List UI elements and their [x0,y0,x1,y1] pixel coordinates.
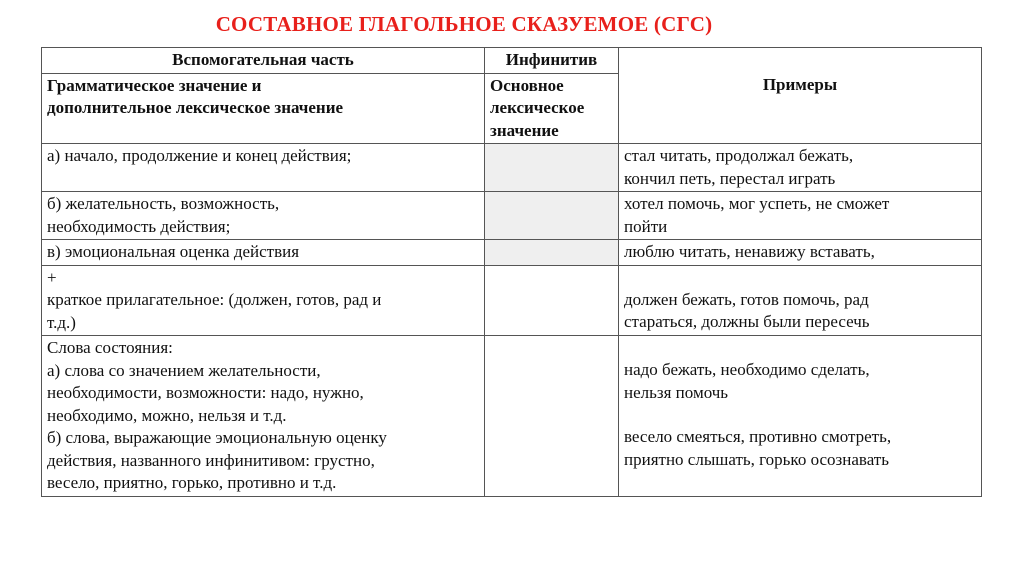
header-main-lexical [485,73,619,144]
header-main-lexical-line: Основное [490,75,564,95]
examples-cell [619,192,982,240]
spacer [624,404,976,426]
meaning-cell [42,336,485,497]
example-line: пойти [624,216,668,236]
meaning-line: б) желательность, возможность, [47,194,280,213]
meaning-line: весело, приятно, горько, противно и т.д. [47,473,337,492]
spacer [624,267,976,289]
examples-cell [619,336,982,497]
infinitive-cell [485,336,619,497]
header-examples-label: Примеры [762,74,838,94]
table-row [42,240,982,266]
meaning-line: а) слова со значением желательности, [47,360,321,380]
meaning-cell [42,144,485,192]
meaning-line: краткое прилагательное: (должен, готов, рад и [47,290,382,309]
example-line: стал читать, продолжал бежать, [624,146,854,165]
table-row [42,192,982,240]
meaning-line: действия, названного инфинитивом: грустно, [47,450,375,470]
example-line: весело смеяться, противно смотреть, [624,427,892,446]
header-infinitive: Инфинитив [485,48,619,74]
meaning-line: а) начало, продолжение и конец действия; [47,146,352,165]
example-line: кончил петь, перестал играть [624,168,836,188]
header-grammatical [42,73,485,144]
examples-cell [619,144,982,192]
table-row [42,265,982,336]
infinitive-cell [485,240,619,266]
header-row-1 [42,48,982,74]
example-line: стараться, должны были пересечь [624,312,870,331]
header-main-lexical-line: лексическое [490,98,585,117]
header-examples [619,48,982,144]
examples-cell [619,240,982,266]
examples-cell [619,265,982,336]
infinitive-cell [485,144,619,192]
header-grammatical-line: Грамматическое значение и [47,75,262,95]
example-line: надо бежать, необходимо сделать, [624,360,870,379]
meaning-cell [42,265,485,336]
meaning-cell [42,240,485,266]
predicate-table [41,47,982,497]
example-line: хотел помочь, мог успеть, не сможет [624,194,890,213]
meaning-line: необходимо, можно, нельзя и т.д. [47,405,287,425]
table-row [42,336,982,497]
table-row [42,144,982,192]
meaning-line: т.д.) [47,312,76,332]
meaning-line: необходимости, возможности: надо, нужно, [47,383,364,402]
meaning-line: необходимость действия; [47,216,231,236]
header-aux-part: Вспомогательная часть [42,48,485,74]
example-line: должен бежать, готов помочь, рад [624,289,869,309]
meaning-line: в) эмоциональная оценка действия [47,242,300,261]
example-line: люблю читать, ненавижу вставать, [624,242,875,261]
example-line: приятно слышать, горько осознавать [624,449,889,469]
meaning-line: б) слова, выражающие эмоциональную оценку [47,428,387,447]
meaning-line: + [47,267,57,287]
meaning-cell [42,192,485,240]
header-main-lexical-line: значение [490,120,559,140]
infinitive-cell [485,192,619,240]
header-grammatical-line: дополнительное лексическое значение [47,98,344,117]
meaning-line: Слова состояния: [47,338,173,357]
page-title: СОСТАВНОЕ ГЛАГОЛЬНОЕ СКАЗУЕМОЕ (СГС) [215,12,713,36]
spacer [624,337,976,359]
infinitive-cell [485,265,619,336]
example-line: нельзя помочь [624,382,729,402]
